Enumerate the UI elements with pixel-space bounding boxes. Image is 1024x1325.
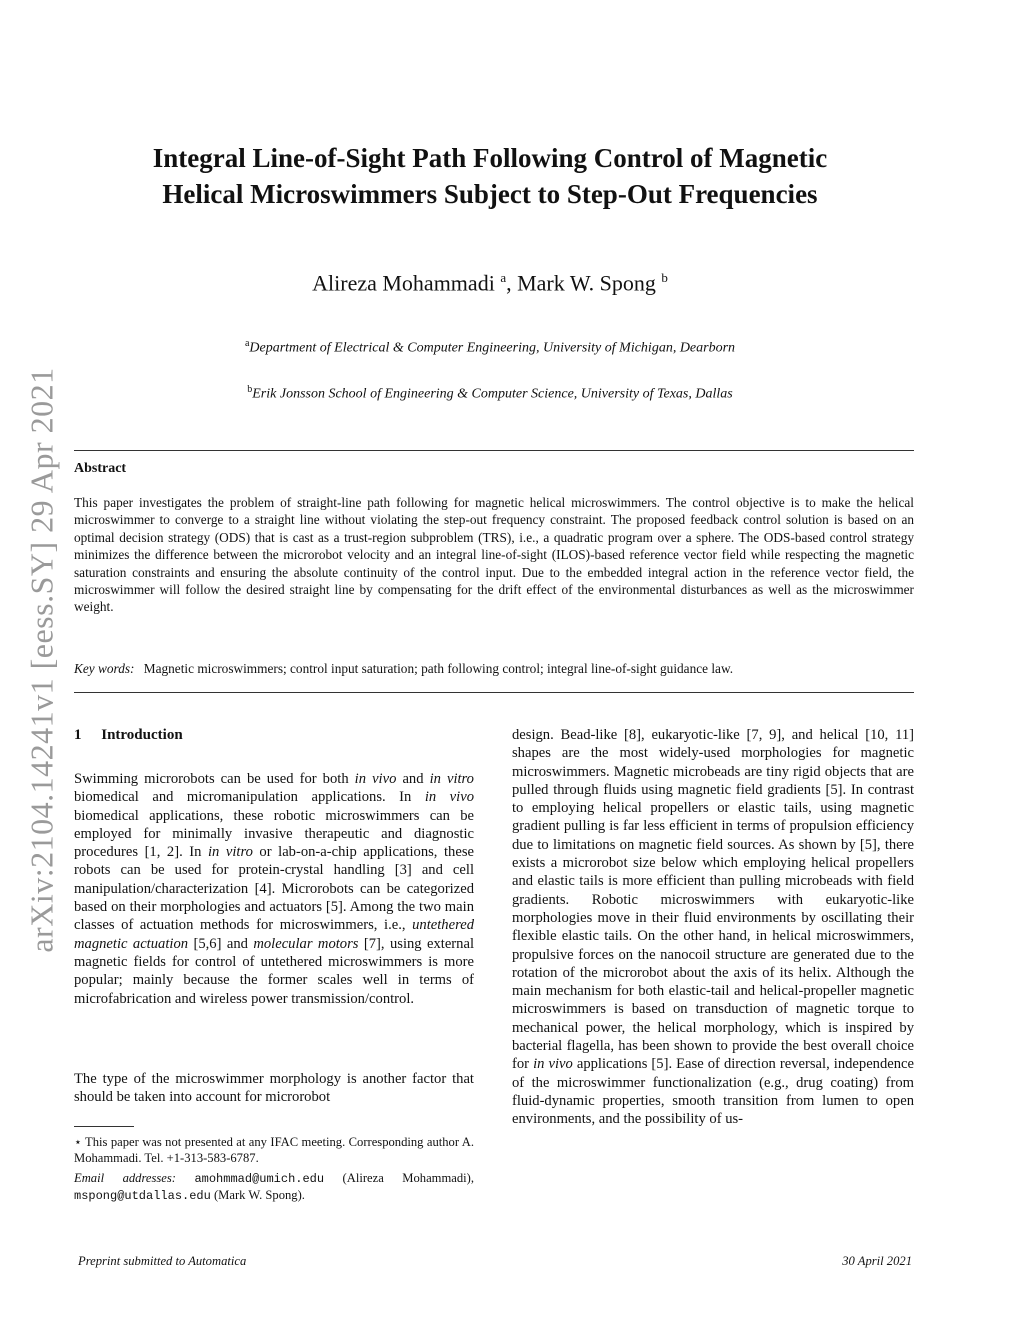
italic-run: in vivo bbox=[533, 1056, 573, 1073]
keywords bbox=[74, 661, 914, 677]
email-2-owner: (Mark W. Spong). bbox=[210, 1188, 305, 1202]
footnote-star-mark: ⋆ bbox=[74, 1135, 82, 1149]
title-line-2: Helical Microswimmers Subject to Step-Out Frequencies bbox=[162, 179, 818, 209]
affiliation-a bbox=[60, 338, 920, 357]
author-1: Alireza Mohammadi bbox=[312, 270, 495, 296]
footer-date: 30 April 2021 bbox=[842, 1254, 912, 1268]
text-run: biomedical and micromanipulation applications. In bbox=[74, 789, 425, 806]
section-title: Introduction bbox=[101, 727, 183, 743]
keywords-text: Magnetic microswimmers; control input saturation; path following control; integral line-of-sight guidance law. bbox=[143, 661, 734, 676]
section-number: 1 bbox=[74, 727, 82, 743]
footnote-1 bbox=[74, 1134, 474, 1166]
intro-paragraph-2: The type of the microswimmer morphology is another factor that should be taken into account for microrobot bbox=[74, 1071, 474, 1106]
text-run: [7], using external magnetic fields for control of untethered microswimmers is more popular; mainly because the former scales well in terms of microfabrication and wireless power transmission/control. bbox=[74, 935, 474, 1007]
author-2: Mark W. Spong bbox=[517, 270, 656, 296]
text-run: design. Bead-like [8], eukaryotic-like [7, 9], and helical [10, 11] shapes are the most widely-used morphologies for magnetic microswimmers. Magnetic microbeads are tiny rigid objects that are pulled through fluids using magnetic field gradients [5]. In contrast to employing helical propellers or elastic tails, using magnetic gradient pulling is far less efficient in terms of propulsion efficiency due to limitations on magnetic field sources. As shown by [5], there exists a microrobot size below which employing helical propellers and elastic tails is more efficient than pulling microbeads with field gradients. Robotic microswimmers with eukaryotic-like morphologies move in their fluid environments by oscillating their flexible elastic tails. On the other hand, in helical microswimmers, propulsive forces on the nanocoil structure are generated due to the rotation of the microrobot about the axis of its helix. Although the main mechanism for both elastic-tail and helical-propeller magnetic microswimmers is based on transduction of magnetic torque to mechanical power, the helical morphology, which is inspired by bacterial flagella, has been shown to provide the best overall choice for bbox=[512, 727, 914, 1073]
italic-run: in vitro bbox=[207, 844, 253, 861]
italic-run: in vivo bbox=[354, 771, 397, 787]
author-list bbox=[60, 270, 920, 296]
abstract-heading: Abstract bbox=[74, 461, 127, 476]
text-run: [5,6] and bbox=[188, 935, 254, 952]
text-run: or lab-on-a-chip applications, these robots can be used for protein-crystal handling [3] and cell manipulation/characterization [4]. Microrobots can be categorized based on their morphologies and actuators [5]. Among the two main classes of actuation methods for microswimmers, i.e., bbox=[74, 844, 474, 934]
author-2-affil-mark: b bbox=[661, 270, 668, 285]
paper-title bbox=[60, 140, 920, 212]
footnote-1-text: This paper was not presented at any IFAC meeting. Corresponding author A. Mohammadi. Tel. +1-313-583-6787. bbox=[74, 1135, 474, 1165]
email-1-owner: (Alireza Mohammadi), bbox=[324, 1171, 474, 1185]
abstract-text: This paper investigates the problem of straight-line path following for magnetic helical microswimmers. The control objective is to make the helical microswimmer to converge to a straight line without violating the step-out frequency constraint. The proposed feedback control solution is based on an optimal decision strategy (ODS) that is cast as a trust-region subproblem (TRS), i.e., a quadratic program over a sphere. The ODS-based control strategy minimizes the difference between the microrobot velocity and an integral line-of-sight (ILOS)-based reference vector field while respecting the magnetic saturation constraints and ensuring the absolute continuity of the control input. Due to the embedded integral action in the reference vector field, the microswimmer will follow the desired straight line by compensating for the drift effect of the environmental disturbances as well as the microswimmer weight. bbox=[74, 495, 914, 615]
email-link-1[interactable]: amohmmad@umich.edu bbox=[194, 1172, 325, 1186]
text-run: Swimming microrobots can be used for both bbox=[74, 771, 355, 787]
arxiv-identifier-sidebar bbox=[22, 345, 62, 975]
footer-preprint-note: Preprint submitted to Automatica bbox=[78, 1254, 247, 1268]
intro-paragraph-1 bbox=[74, 770, 474, 1008]
text-run: biomedical applications, these robotic microswimmers can be employed for minimally invasive therapeutic and diagnostic procedures [1, 2]. In bbox=[74, 807, 474, 861]
footnote-emails bbox=[74, 1170, 474, 1204]
author-separator: , bbox=[506, 270, 518, 296]
keywords-label: Key words: bbox=[74, 661, 135, 676]
email-label: Email addresses: bbox=[74, 1171, 176, 1185]
title-line-1: Integral Line-of-Sight Path Following Control of Magnetic bbox=[152, 143, 828, 173]
affiliation-b-text: Erik Jonsson School of Engineering & Computer Science, University of Texas, Dallas bbox=[252, 386, 733, 402]
affiliation-b bbox=[60, 384, 920, 403]
text-run: and bbox=[396, 771, 430, 787]
italic-run: untethered magnetic actuation bbox=[74, 917, 474, 952]
affiliation-b-mark: b bbox=[247, 384, 253, 395]
right-column-text bbox=[512, 726, 914, 1129]
email-link-2[interactable]: mspong@utdallas.edu bbox=[74, 1189, 211, 1203]
footnote-rule bbox=[74, 1126, 134, 1127]
abstract-bottom-rule bbox=[74, 692, 914, 693]
affiliation-a-text: Department of Electrical & Computer Engineering, University of Michigan, Dearborn bbox=[249, 340, 736, 356]
arxiv-identifier-text: arXiv:2104.14241v1 [eess.SY] 29 Apr 2021 bbox=[23, 367, 60, 953]
affiliation-a-mark: a bbox=[244, 338, 250, 349]
section-heading-introduction bbox=[74, 727, 183, 744]
italic-run: in vivo bbox=[424, 789, 474, 806]
italic-run: in vitro bbox=[429, 771, 474, 787]
author-1-affil-mark: a bbox=[500, 270, 507, 285]
abstract-top-rule bbox=[74, 450, 914, 451]
italic-run: molecular motors bbox=[253, 935, 359, 952]
text-run: applications [5]. Ease of direction reversal, independence of the microswimmer functionalization (e.g., drug coating) from fluid-dynamic properties, smooth transition from lumen to open environments, and the possibility of us- bbox=[512, 1056, 914, 1128]
